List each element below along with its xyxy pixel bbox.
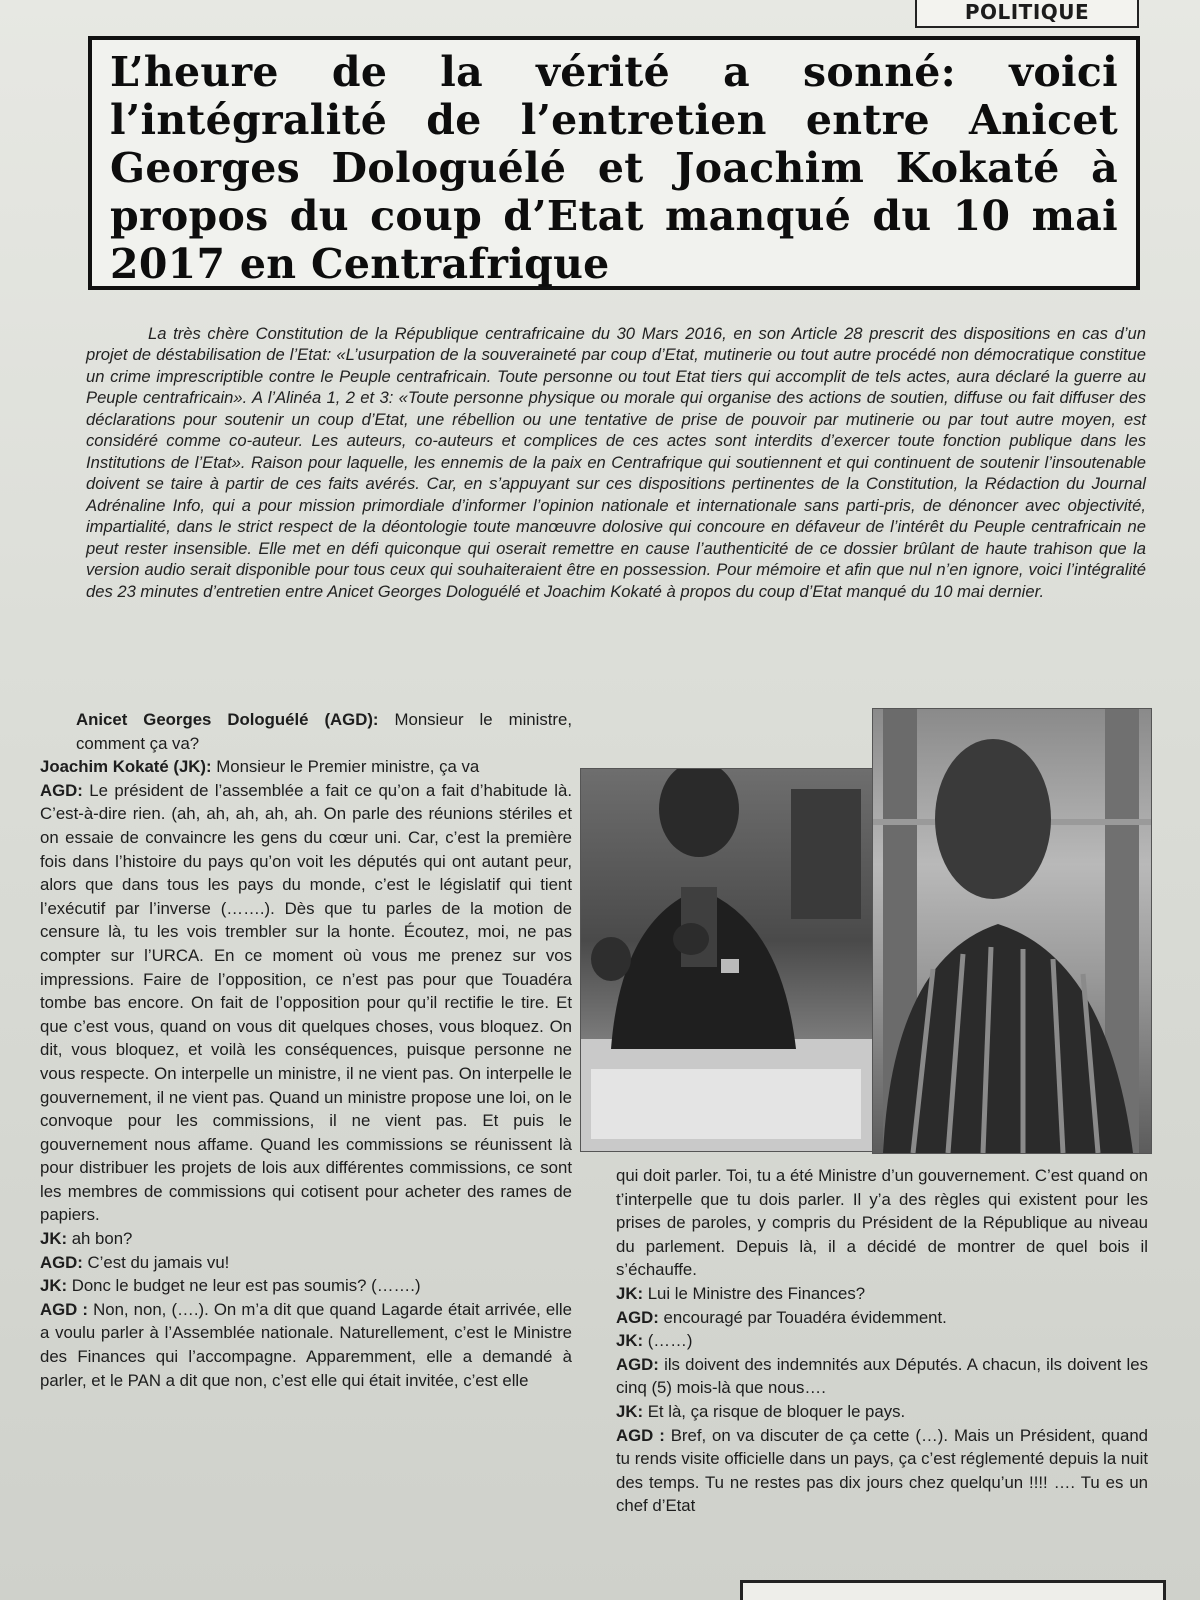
- dialogue-text: C’est du jamais vu!: [82, 1252, 230, 1272]
- dialogue-text: Monsieur le ministre, comment ça va?: [76, 710, 572, 753]
- footer-box: [740, 1580, 1166, 1600]
- dialogue-text: Monsieur le Premier ministre, ça va: [211, 757, 480, 777]
- dialogue-text: Lui le Ministre des Finances?: [643, 1283, 866, 1303]
- portrait-illustration: [581, 769, 873, 1151]
- speaker-label: JK:: [616, 1401, 644, 1421]
- dialogue-text: encouragé par Touadéra évidemment.: [658, 1307, 947, 1327]
- speaker-label: JK:: [40, 1276, 68, 1296]
- speaker-label: Anicet Georges Dologuélé (AGD):: [76, 710, 379, 729]
- dialogue-line: [616, 1329, 1148, 1353]
- headline: L’heure de la vérité a sonné: voici l’intégralité de l’entretien entre Anicet Georges Dologuélé et Joachim Kokaté à propos du coup d’Etat manqué du 10 mai 2017 en Centrafrique: [110, 48, 1118, 288]
- section-label: POLITIQUE: [915, 0, 1139, 28]
- dialogue-text: Non, non, (….). On m’a dit que quand Lagarde était arrivée, elle a voulu parler à l’Assemblée nationale. Naturellement, c’est le Ministre des Finances qui l’accompagne. Apparemment, elle a demandé à parler, et le PAN a dit que non, c’est elle qui était invitée, c’est elle: [40, 1299, 572, 1390]
- headline-box: [88, 36, 1140, 290]
- dialogue-text: ah bon?: [67, 1229, 133, 1249]
- speaker-label: AGD :: [40, 1299, 88, 1319]
- speaker-label: AGD:: [616, 1354, 659, 1374]
- dialogue-text: Le président de l’assemblée a fait ce qu’on a fait d’habitude là. C’est-à-dire rien. (ah, ah, ah, ah, ah. On parle des réunions stériles et on essaie de convaincre les gens du cœur uni. Car, c’est la première fois dans l’histoire du pays qu’on voit les députés qui ont autant peur, alors que dans tous les pays du monde, c’est le législatif qui tient l’exécutif par l’inverse (…….). Dès que tu parles de la motion de censure là, tu les vois trembler sur la honte. Écoutez, moi, ne pas compter sur l’URCA. En ce moment où vous me prenez sur vos impressions. Faire de l’opposition, ce n’est pas pour que Touadéra tombe bas encore. On fait de l’opposition pour qu’il rectifie le tire. Et que c’est vous, quand on vous dit quelques choses, vous bloquez. On dit, vous bloquez, et voilà les conséquences, puisque personne ne vous respecte. On interpelle un ministre, il ne vient pas. On interpelle le gouvernement, il ne vient pas. Quand un ministre propose une loi, on le convoque pour les commissions, il ne vient pas. Et puis le gouvernement nous affame. Quand les commissions se réunissent là pour distribuer les projets de lois aux différentes commissions, ce sont les membres de commissions qui cotisent pour acheter des rames de papiers.: [40, 780, 572, 1225]
- dialogue-line: [40, 755, 572, 779]
- dialogue-line: [616, 1424, 1148, 1518]
- lede-paragraph: La très chère Constitution de la République centrafricaine du 30 Mars 2016, en son Article 28 prescrit des dispositions en cas d’un projet de déstabilisation de l’Etat: «L’usurpation de la souveraineté par coup d’Etat, mutinerie ou tout autre procédé non démocratique constitue un crime imprescriptible contre le Peuple centrafricain. Toute personne ou tout Etat tiers qui accomplit de tels actes, aura déclaré la guerre au Peuple centrafricain». A l’Alinéa 1, 2 et 3: «Toute personne physique ou morale qui organise des actions de soutien, diffuse ou fait diffuser des déclarations pour soutenir un coup d’Etat, une rébellion ou une tentative de prise de pouvoir par mutinerie ou par tout autre moyen, est considéré comme co-auteur. Les auteurs, co-auteurs et complices de ces actes sont interdits d’exercer toute fonction publique dans les Institutions de l’Etat». Raison pour laquelle, les ennemis de la paix en Centrafrique qui soutiennent et qui continuent de soutenir l’insoutenable doivent se taire à partir de ces faits avérés. Car, en s’appuyant sur ces dispositions pertinentes de la Constitution, la Rédaction du Journal Adrénaline Info, qui a pour mission primordiale d’informer l’opinion nationale et internationale sans parti-pris, de dénoncer avec objectivité, impartialité, dans le strict respect de la déontologie toute manœuvre dolosive qui concoure en défaveur de l’intérêt du Peuple centrafricain ne peut rester insensible. Elle met en défi quiconque qui oserait remettre en cause l’authenticité de ce dossier brûlant de haute trahison que la version audio serait disponible pour tous ceux qui souhaiteraient être en possession. Pour mémoire et afin que nul n’en ignore, voici l’intégralité des 23 minutes d’entretien entre Anicet Georges Dologuélé et Joachim Kokaté à propos du coup d’Etat manqué du 10 mai dernier.: [86, 323, 1146, 601]
- interview-left-column: [40, 708, 572, 1392]
- dialogue-text: Donc le budget ne leur est pas soumis? (…….): [67, 1276, 421, 1296]
- dialogue-line: [616, 1282, 1148, 1306]
- speaker-label: AGD:: [40, 1252, 83, 1272]
- photo-joachim-kokate: [872, 708, 1152, 1154]
- speaker-label: AGD :: [616, 1425, 665, 1445]
- dialogue-text: qui doit parler. Toi, tu a été Ministre d’un gouvernement. C’est quand on t’interpelle que tu dois parler. Il y’a des règles qui existent pour les prises de paroles, y compris du Président de la République au niveau du parlement. Depuis là, il a décidé de montrer de quel bois il s’échauffe.: [616, 1166, 1148, 1280]
- dialogue-text: ils doivent des indemnités aux Députés. A chacun, ils doivent les cinq (5) mois-là que nous….: [616, 1354, 1148, 1398]
- dialogue-line: [616, 1306, 1148, 1330]
- dialogue-text: Bref, on va discuter de ça cette (…). Mais un Président, quand tu rends visite officielle dans un pays, ça c’est réglementé depuis la nuit des temps. Tu ne restes pas dix jours chez quelqu’un !!!! …. Tu es un chef d’Etat: [616, 1425, 1148, 1516]
- speaker-label: JK:: [616, 1283, 644, 1303]
- dialogue-line: [616, 1400, 1148, 1424]
- dialogue-line: [40, 1227, 572, 1251]
- photo-anicet-georges-dologuele: [580, 768, 874, 1152]
- dialogue-line: [616, 1353, 1148, 1400]
- dialogue-line: [40, 779, 572, 1227]
- speaker-label: AGD:: [616, 1307, 659, 1327]
- speaker-label: JK:: [40, 1229, 68, 1249]
- dialogue-line: [40, 1298, 572, 1392]
- dialogue-line: [40, 1251, 572, 1275]
- dialogue-text: Et là, ça risque de bloquer le pays.: [643, 1401, 906, 1421]
- speaker-label: Joachim Kokaté (JK):: [40, 757, 212, 777]
- speaker-label: JK:: [616, 1331, 644, 1351]
- interview-right-column: [616, 1164, 1148, 1518]
- speaker-label: AGD:: [40, 780, 83, 800]
- dialogue-line: [40, 708, 572, 755]
- dialogue-text: (……): [643, 1331, 693, 1351]
- portrait-illustration: [873, 709, 1151, 1153]
- dialogue-line: [616, 1164, 1148, 1282]
- dialogue-line: [40, 1274, 572, 1298]
